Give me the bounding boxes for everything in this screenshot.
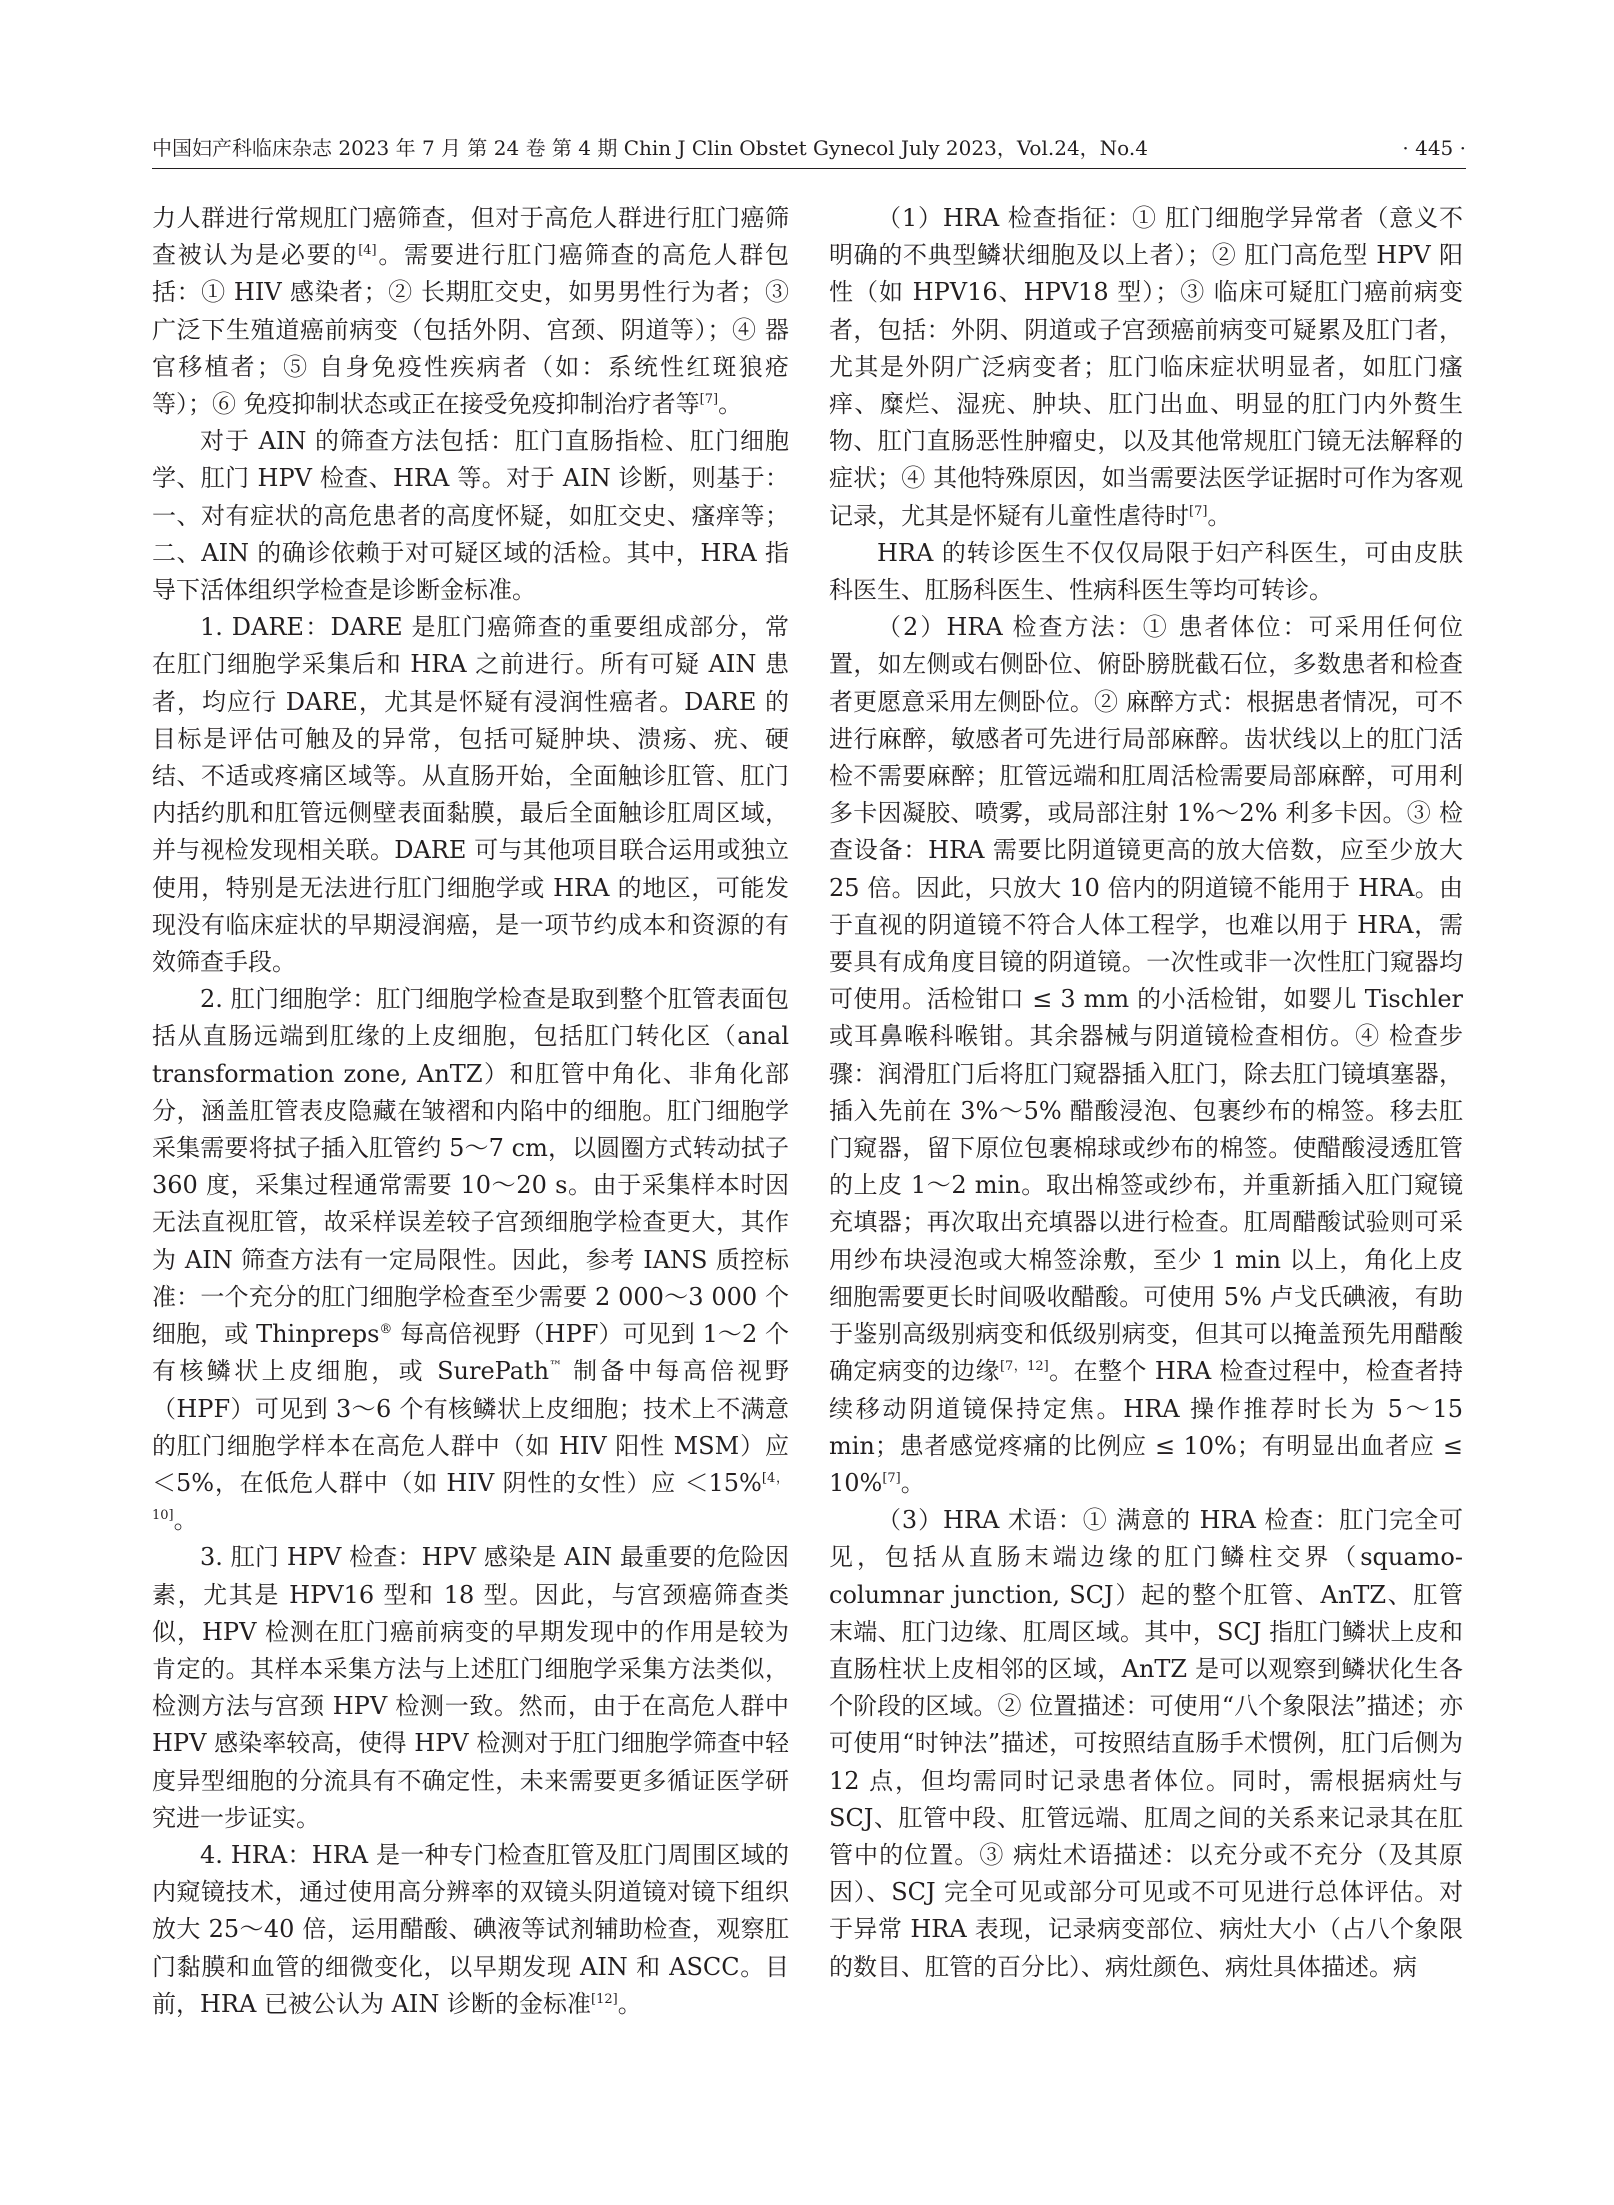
paragraph-hra-terminology: （3）HRA 术语：① 满意的 HRA 检查：肛门完全可见，包括从直肠末端边缘的肛门鳞柱交界（squamo-columnar junction, SCJ）起的整个肛管、AnTZ、肛管末端、肛门边缘、肛周区域。其中，SCJ 指肛门鳞状上皮和直肠柱状上皮相邻的区域，AnTZ 是可以观察到鳞状化生各个阶段的区域。② 位置描述：可使用“八个象限法”描述；亦可使用“时钟法”描述，可按照结直肠手术惯例，肛门后侧为 12 点，但均需同时记录患者体位。同时，需根据病灶与 SCJ、肛管中段、肛管远端、肛周之间的关系来记录其在肛管中的位置。③ 病灶术语描述：以充分或不充分（及其原因）、SCJ 完全可见或部分可见或不可见进行总体评估。对于异常 HRA 表现，记录病变部位、病灶大小（占八个象限的数目、肛管的百分比）、病灶颜色、病灶具体描述。病	[829, 1506, 1463, 1981]
left-column	[152, 200, 789, 2023]
header-rule	[152, 168, 1466, 169]
running-header	[152, 133, 1466, 163]
right-column	[829, 200, 1463, 1986]
paragraph-screening-population: 力人群进行常规肛门癌筛查，但对于高危人群进行肛门癌筛查被认为是必要的[4]。需要进行肛门癌筛查的高危人群包括：① HIV 感染者；② 长期肛交史，如男男性行为者；③ 广泛下生殖道癌前病变（包括外阴、宫颈、阴道等）；④ 器官移植者；⑤ 自身免疫性疾病者（如：系统性红斑狼疮等）；⑥ 免疫抑制状态或正在接受免疫抑制治疗者等[7]。	[152, 204, 790, 419]
paragraph-ain-methods: 对于 AIN 的筛查方法包括：肛门直肠指检、肛门细胞学、肛门 HPV 检查、HRA 等。对于 AIN 诊断，则基于：一、对有症状的高危患者的高度怀疑，如肛交史、瘙痒等；二、AIN 的确诊依赖于对可疑区域的活检。其中，HRA 指导下活体组织学检查是诊断金标准。	[152, 427, 789, 605]
paragraph-hra: 4. HRA：HRA 是一种专门检查肛管及肛门周围区域的内窥镜技术，通过使用高分辨率的双镜头阴道镜对镜下组织放大 25～40 倍，运用醋酸、碘液等试剂辅助检查，观察肛门黏膜和血管的细微变化，以早期发现 AIN 和 ASCC。目前，HRA 已被公认为 AIN 诊断的金标准[12]。	[152, 1840, 789, 2018]
paragraph-anal-hpv: 3. 肛门 HPV 检查：HPV 感染是 AIN 最重要的危险因素，尤其是 HPV16 型和 18 型。因此，与宫颈癌筛查类似，HPV 检测在肛门癌前病变的早期发现中的作用是较为肯定的。其样本采集方法与上述肛门细胞学采集方法类似，检测方法与宫颈 HPV 检测一致。然而，由于在高危人群中 HPV 感染率较高，使得 HPV 检测对于肛门细胞学筛查中轻度异型细胞的分流具有不确定性，未来需要更多循证医学研究进一步证实。	[152, 1543, 789, 1832]
paragraph-dare: 1. DARE：DARE 是肛门癌筛查的重要组成部分，常在肛门细胞学采集后和 HRA 之前进行。所有可疑 AIN 患者，均应行 DARE，尤其是怀疑有浸润性癌者。DARE 的目标是评估可触及的异常，包括可疑肿块、溃疡、疣、硬结、不适或疼痛区域等。从直肠开始，全面触诊肛管、肛门内括约肌和肛管远侧壁表面黏膜，最后全面触诊肛周区域，并与视检发现相关联。DARE 可与其他项目联合运用或独立使用，特别是无法进行肛门细胞学或 HRA 的地区，可能发现没有临床症状的早期浸润癌，是一项节约成本和资源的有效筛查手段。	[152, 613, 789, 977]
journal-citation: 中国妇产科临床杂志 2023 年 7 月 第 24 卷 第 4 期 Chin J Clin Obstet Gynecol July 2023，Vol.24，No.4	[152, 136, 1148, 160]
paragraph-anal-cytology: 2. 肛门细胞学：肛门细胞学检查是取到整个肛管表面包括从直肠远端到肛缘的上皮细胞，包括肛门转化区（anal transformation zone, AnTZ）和肛管中角化、非角化部分，涵盖肛管表皮隐藏在皱褶和内陷中的细胞。肛门细胞学采集需要将拭子插入肛管约 5～7 cm，以圆圈方式转动拭子 360 度，采集过程通常需要 10～20 s。由于采集样本时因无法直视肛管，故采样误差较子宫颈细胞学检查更大，其作为 AIN 筛查方法有一定局限性。因此，参考 IANS 质控标准：一个充分的肛门细胞学检查至少需要 2 000～3 000 个细胞，或 Thinpreps® 每高倍视野（HPF）可见到 1～2 个有核鳞状上皮细胞，或 SurePath™ 制备中每高倍视野（HPF）可见到 3～6 个有核鳞状上皮细胞；技术上不满意的肛门细胞学样本在高危人群中（如 HIV 阳性 MSM）应 ＜5%，在低危人群中（如 HIV 阴性的女性）应 ＜15%[4，10]。	[152, 985, 790, 1535]
paragraph-hra-methods: （2）HRA 检查方法：① 患者体位：可采用任何位置，如左侧或右侧卧位、俯卧膀胱截石位，多数患者和检查者更愿意采用左侧卧位。② 麻醉方式：根据患者情况，可不进行麻醉，敏感者可先进行局部麻醉。齿状线以上的肛门活检不需要麻醉；肛管远端和肛周活检需要局部麻醉，可用利多卡因凝胶、喷雾，或局部注射 1%～2% 利多卡因。③ 检查设备：HRA 需要比阴道镜更高的放大倍数，应至少放大 25 倍。因此，只放大 10 倍内的阴道镜不能用于 HRA。由于直视的阴道镜不符合人体工程学，也难以用于 HRA，需要具有成角度目镜的阴道镜。一次性或非一次性肛门窥器均可使用。活检钳口 ≤ 3 mm 的小活检钳，如婴儿 Tischler 或耳鼻喉科喉钳。其余器械与阴道镜检查相仿。④ 检查步骤：润滑肛门后将肛门窥器插入肛门，除去肛门镜填塞器，插入先前在 3%～5% 醋酸浸泡、包裹纱布的棉签。移去肛门窥器，留下原位包裹棉球或纱布的棉签。使醋酸浸透肛管的上皮 1～2 min。取出棉签或纱布，并重新插入肛门窥镜充填器；再次取出充填器以进行检查。肛周醋酸试验则可采用纱布块浸泡或大棉签涂敷，至少 1 min 以上，角化上皮细胞需要更长时间吸收醋酸。可使用 5% 卢戈氏碘液，有助于鉴别高级别病变和低级别病变，但其可以掩盖预先用醋酸确定病变的边缘[7，12]。在整个 HRA 检查过程中，检查者持续移动阴道镜保持定焦。HRA 操作推荐时长为 5～15 min；患者感觉疼痛的比例应 ≤ 10%；有明显出血者应 ≤ 10%[7]。	[829, 613, 1464, 1497]
paragraph-hra-indications: （1）HRA 检查指征：① 肛门细胞学异常者（意义不明确的不典型鳞状细胞及以上者）；② 肛门高危型 HPV 阳性（如 HPV16、HPV18 型）；③ 临床可疑肛门癌前病变者，包括：外阴、阴道或子宫颈癌前病变可疑累及肛门者，尤其是外阴广泛病变者；肛门临床症状明显者，如肛门瘙痒、糜烂、湿疣、肿块、肛门出血、明显的肛门内外赘生物、肛门直肠恶性肿瘤史，以及其他常规肛门镜无法解释的症状；④ 其他特殊原因，如当需要法医学证据时可作为客观记录，尤其是怀疑有儿童性虐待时[7]。	[829, 204, 1463, 530]
page-number: · 445 ·	[1402, 136, 1466, 160]
paragraph-hra-referral: HRA 的转诊医生不仅仅局限于妇产科医生，可由皮肤科医生、肛肠科医生、性病科医生等均可转诊。	[829, 538, 1463, 605]
